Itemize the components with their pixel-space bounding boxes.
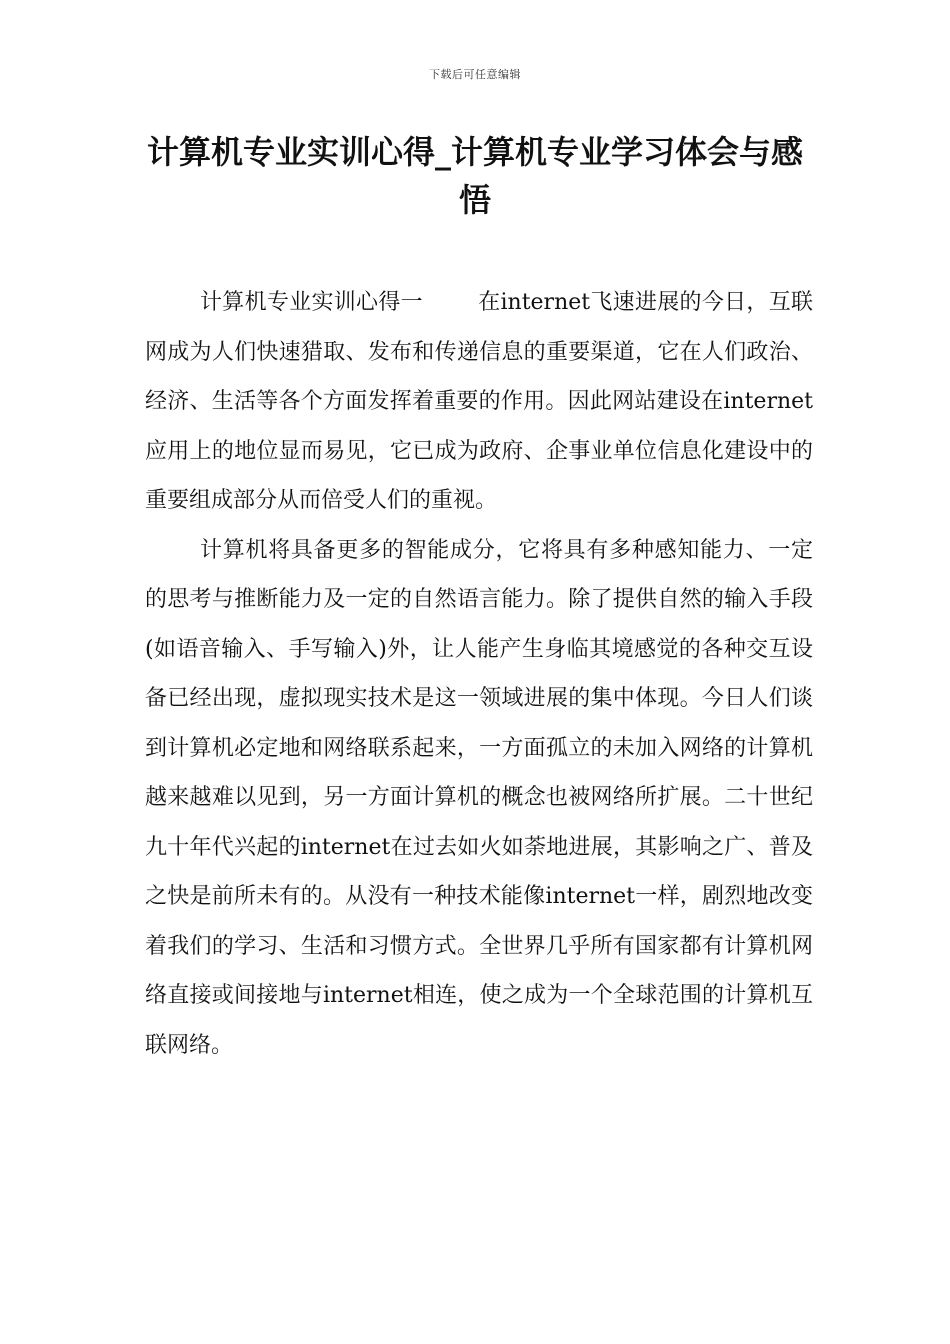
header-note: 下载后可任意编辑 [429, 68, 521, 81]
document-title: 计算机专业实训心得_计算机专业学习体会与感悟 [146, 133, 803, 219]
document-body [145, 278, 813, 1070]
paragraph-1-text: 在internet飞速进展的今日，互联网成为人们快速猎取、发布和传递信息的重要渠道，它在人们政治、经济、生活等各个方面发挥着重要的作用。因此网站建设在internet应用上的地位显而易见，它已成为政府、企事业单位信息化建设中的重要组成部分从而倍受人们的重视。 [145, 290, 813, 513]
paragraph-2-text: 计算机将具备更多的智能成分，它将具有多种感知能力、一定的思考与推断能力及一定的自然语言能力。除了提供自然的输入手段(如语音输入、手写输入)外，让人能产生身临其境感觉的各种交互设备已经出现，虚拟现实技术是这一领域进展的集中体现。今日人们谈到计算机必定地和网络联系起来，一方面孤立的未加入网络的计算机越来越难以见到，另一方面计算机的概念也被网络所扩展。二十世纪九十年代兴起的internet在过去如火如荼地进展，其影响之广、普及之快是前所未有的。从没有一种技术能像internet一样，剧烈地改变着我们的学习、生活和习惯方式。全世界几乎所有国家都有计算机网络直接或间接地与internet相连，使之成为一个全球范围的计算机互联网络。 [145, 537, 813, 1058]
paragraph-2 [145, 526, 813, 1071]
paragraph-1 [145, 278, 813, 526]
section-heading: 计算机专业实训心得一 [200, 290, 423, 315]
